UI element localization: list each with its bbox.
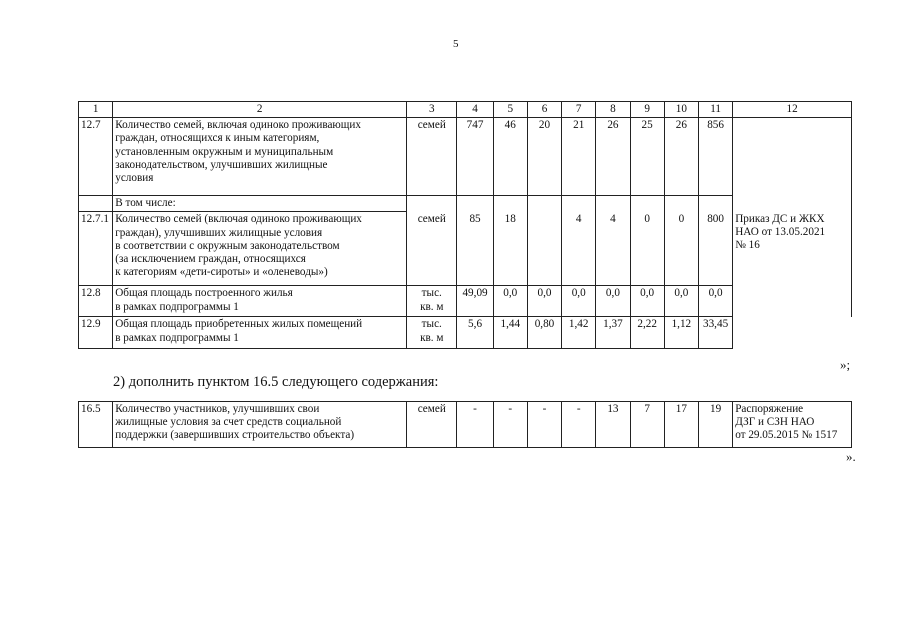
addition-table	[78, 401, 852, 448]
value-cell: 1,42	[562, 317, 596, 349]
table-header-row	[79, 102, 852, 118]
table-row	[79, 196, 852, 212]
value-cell	[457, 196, 493, 212]
header-cell: 6	[527, 102, 561, 118]
header-cell: 2	[113, 102, 407, 118]
value-cell: 0	[630, 212, 664, 286]
value-cell: 49,09	[457, 286, 493, 317]
value-cell	[493, 196, 527, 212]
row-note: Распоряжение ДЗГ и СЗН НАО от 29.05.2015 № 1517	[733, 402, 852, 448]
header-cell: 10	[664, 102, 698, 118]
value-cell: 0,0	[698, 286, 732, 317]
row-number: 12.9	[79, 317, 113, 349]
table-row	[79, 118, 852, 196]
header-cell: 1	[79, 102, 113, 118]
row-unit: тыс. кв. м	[407, 286, 457, 317]
value-cell	[527, 196, 561, 212]
value-cell	[698, 196, 732, 212]
value-cell: -	[493, 402, 527, 448]
row-description: Количество участников, улучшивших свои жилищные условия за счет средств социальной поддержки (завершивших строительство объекта)	[113, 402, 407, 448]
header-cell: 8	[596, 102, 630, 118]
value-cell: 4	[562, 212, 596, 286]
row-description: В том числе:	[113, 196, 407, 212]
table-row	[79, 317, 852, 349]
value-cell: 856	[698, 118, 732, 196]
closing-quote: »;	[840, 357, 851, 372]
value-cell: 0,0	[630, 286, 664, 317]
value-cell	[630, 196, 664, 212]
header-cell: 9	[630, 102, 664, 118]
row-note	[733, 196, 852, 212]
row-description: Количество семей, включая одиноко проживающих граждан, относящихся к иным категориям, установленным окружным и муниципальным законодательством, улучшивших жилищные условия	[113, 118, 407, 196]
value-cell: 800	[698, 212, 732, 286]
value-cell: 0,0	[562, 286, 596, 317]
value-cell: 0,0	[664, 286, 698, 317]
row-unit	[407, 196, 457, 212]
value-cell: 1,37	[596, 317, 630, 349]
header-cell: 5	[493, 102, 527, 118]
closing-quote: ».	[846, 449, 856, 464]
value-cell: -	[562, 402, 596, 448]
value-cell: 2,22	[630, 317, 664, 349]
value-cell	[664, 196, 698, 212]
value-cell: 46	[493, 118, 527, 196]
value-cell: 747	[457, 118, 493, 196]
value-cell: 17	[664, 402, 698, 448]
row-number: 12.8	[79, 286, 113, 317]
header-cell: 4	[457, 102, 493, 118]
row-unit: тыс. кв. м	[407, 317, 457, 349]
table-row	[79, 286, 852, 317]
row-note: Приказ ДС и ЖКХ НАО от 13.05.2021 № 16	[733, 212, 852, 286]
value-cell: 25	[630, 118, 664, 196]
value-cell: 0,0	[596, 286, 630, 317]
value-cell: 26	[664, 118, 698, 196]
value-cell: 13	[596, 402, 630, 448]
row-note	[733, 118, 852, 196]
value-cell: 19	[698, 402, 732, 448]
value-cell: 0,0	[493, 286, 527, 317]
value-cell: 20	[527, 118, 561, 196]
value-cell: 85	[457, 212, 493, 286]
value-cell: 4	[596, 212, 630, 286]
value-cell: 7	[630, 402, 664, 448]
value-cell	[562, 196, 596, 212]
value-cell	[527, 212, 561, 286]
value-cell: 0,0	[527, 286, 561, 317]
header-cell: 12	[733, 102, 852, 118]
row-number: 12.7.1	[79, 212, 113, 286]
value-cell	[596, 196, 630, 212]
value-cell: 33,45	[698, 317, 732, 349]
value-cell: -	[527, 402, 561, 448]
row-unit: семей	[407, 212, 457, 286]
value-cell: 0	[664, 212, 698, 286]
value-cell: -	[457, 402, 493, 448]
row-unit: семей	[407, 402, 457, 448]
header-cell: 11	[698, 102, 732, 118]
row-number	[79, 196, 113, 212]
row-note	[733, 317, 852, 349]
row-description: Количество семей (включая одиноко проживающих граждан), улучшивших жилищные условия в соответствии с окружным законодательством (за исключением граждан, относящихся к категориям «дети-сироты» и «оленеводы»)	[113, 212, 407, 286]
row-description: Общая площадь построенного жилья в рамках подпрограммы 1	[113, 286, 407, 317]
value-cell: 1,12	[664, 317, 698, 349]
row-note	[733, 286, 852, 317]
value-cell: 5,6	[457, 317, 493, 349]
indicators-table	[78, 101, 852, 349]
value-cell: 21	[562, 118, 596, 196]
value-cell: 18	[493, 212, 527, 286]
amendment-instruction: 2) дополнить пунктом 16.5 следующего содержания:	[113, 374, 439, 390]
row-description: Общая площадь приобретенных жилых помещений в рамках подпрограммы 1	[113, 317, 407, 349]
value-cell: 0,80	[527, 317, 561, 349]
value-cell: 26	[596, 118, 630, 196]
header-cell: 7	[562, 102, 596, 118]
row-number: 16.5	[79, 402, 113, 448]
page-number: 5	[453, 38, 459, 50]
row-unit: семей	[407, 118, 457, 196]
header-cell: 3	[407, 102, 457, 118]
table-row	[79, 212, 852, 286]
value-cell: 1,44	[493, 317, 527, 349]
table-row	[79, 402, 852, 448]
row-number: 12.7	[79, 118, 113, 196]
